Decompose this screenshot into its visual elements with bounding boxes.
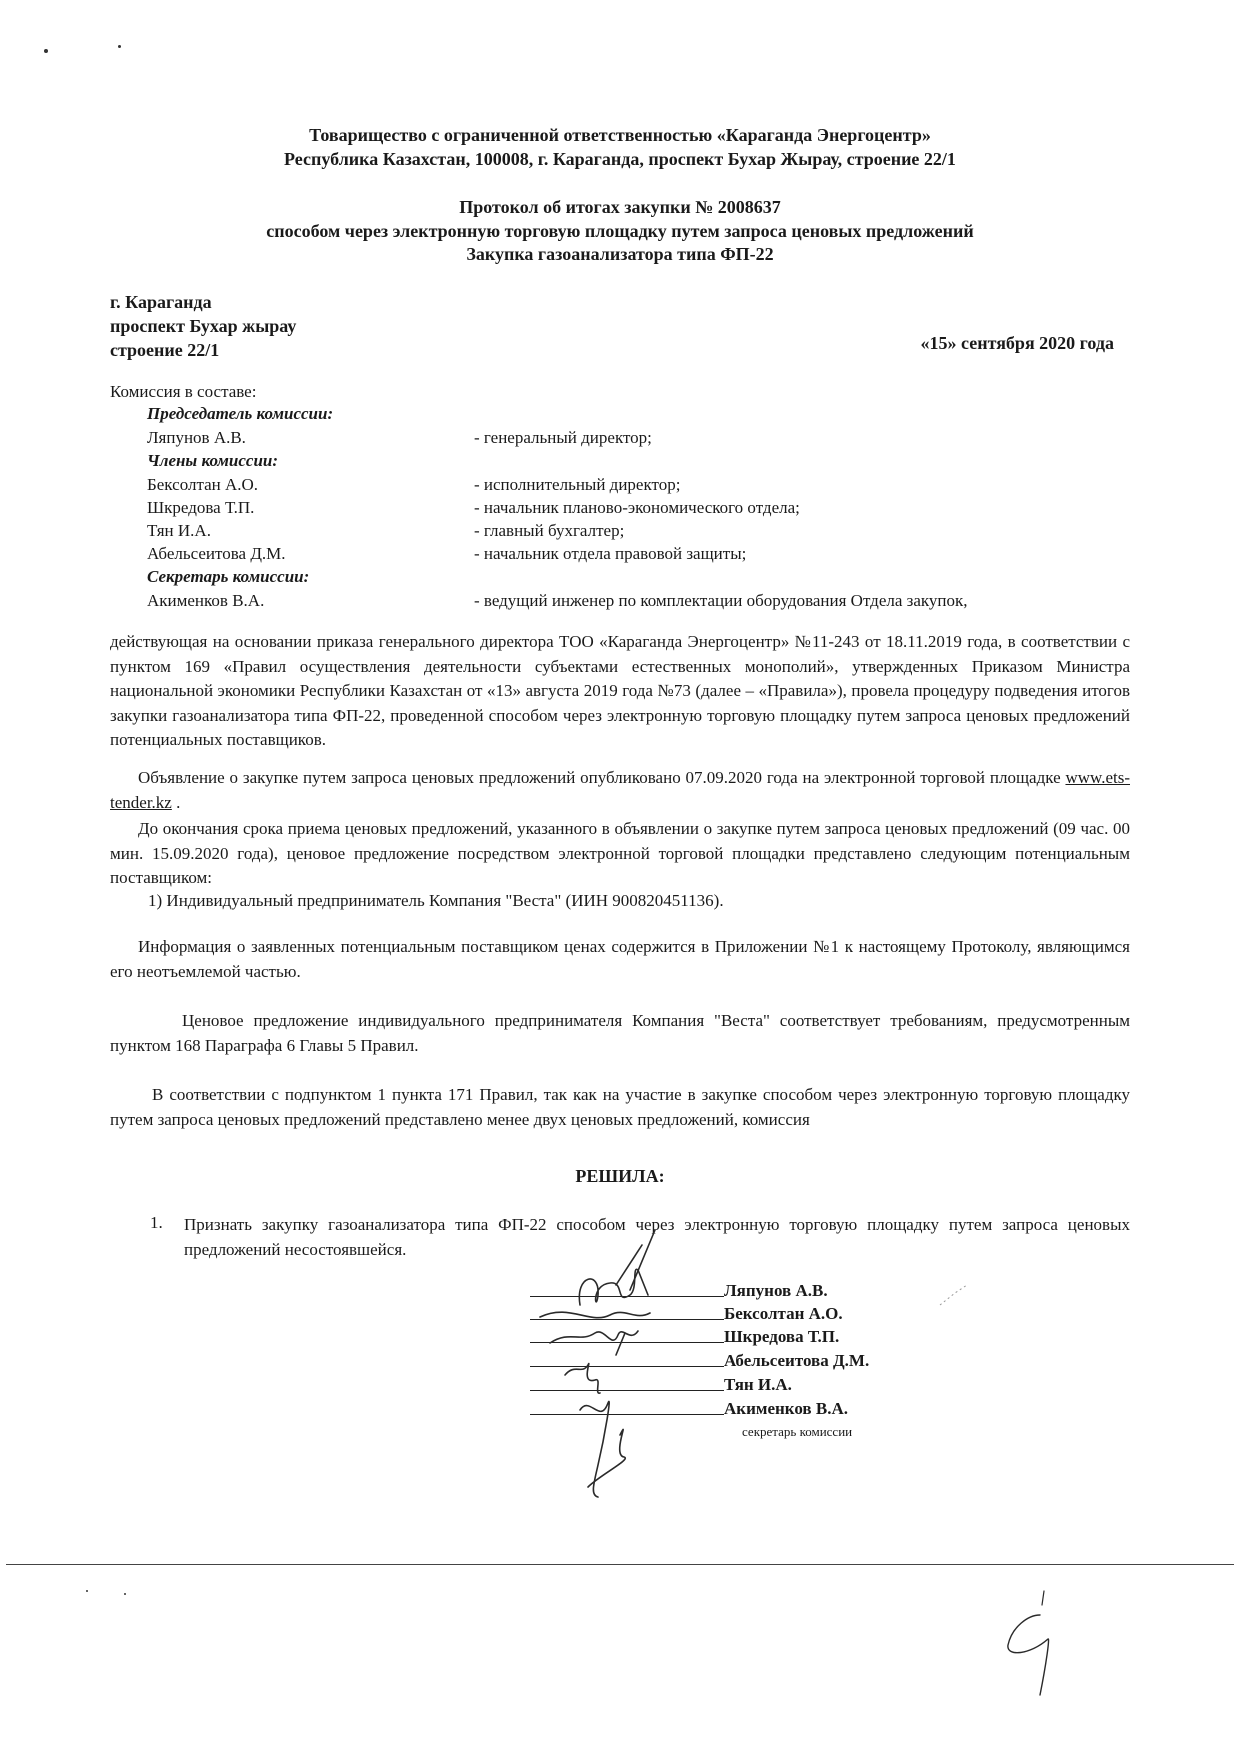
paragraph-basis: действующая на основании приказа генерального директора ТОО «Караганда Энергоцентр» №11-243 от 18.11.2019 года, в соответствии с пунктом 169 «Правил осуществления деятельности субъектами естественных монополий», утвержденных Приказом Министра национальной экономики Республики Казахстан от «13» августа 2019 года №73 (далее – «Правила»), провела процедуру подведения итогов закупки газоанализатора типа ФП-22, проведенной способом через электронную торговую площадку путем запроса ценовых предложений потенциальных поставщиков. [110, 632, 1130, 749]
signatory-name: Акименков В.А. [724, 1399, 848, 1418]
signatory-name: Бексолтан А.О. [724, 1304, 843, 1323]
place-city: г. Караганда [110, 292, 212, 312]
member-name: Тян И.А. [147, 521, 211, 540]
handwritten-signatures [520, 1225, 750, 1505]
place-building: строение 22/1 [110, 340, 220, 360]
member-name: Шкредова Т.П. [147, 498, 255, 517]
signatory-name: Тян И.А. [724, 1375, 792, 1394]
signatory-name: Шкредова Т.П. [724, 1327, 840, 1346]
chair-name: Ляпунов А.В. [147, 428, 246, 447]
signatory-name: Ляпунов А.В. [724, 1281, 828, 1300]
paragraph-compliance: Ценовое предложение индивидуального предпринимателя Компания "Веста" соответствует требованиям, предусмотренным пунктом 168 Параграфа 6 Главы 5 Правил. [110, 1011, 1130, 1055]
decision-text: Признать закупку газоанализатора типа ФП-22 способом через электронную торговую площадку путем запроса ценовых предложений несостоявшейся. [184, 1215, 1130, 1259]
supplier-list-item: 1) Индивидуальный предприниматель Компания "Веста" (ИИН 900820451136). [148, 891, 724, 910]
paragraph-deadline: До окончания срока приема ценовых предложений, указанного в объявлении о закупке путем запроса ценовых предложений (09 час. 00 мин. 15.09.2020 года), ценовое предложение посредством электронной торговой площадки представлено следующим потенциальным поставщиком: [110, 819, 1130, 887]
secretary-role: - ведущий инженер по комплектации оборудования Отдела закупок, [474, 591, 968, 610]
announcement-text: Объявление о закупке путем запроса ценовых предложений опубликовано 07.09.2020 года на электронной торговой площадке [138, 768, 1066, 787]
member-role: - исполнительный директор; [474, 475, 681, 494]
scan-speck [44, 49, 48, 53]
scan-speck [118, 45, 121, 48]
decision-number: 1. [150, 1213, 163, 1232]
chair-role: - генеральный директор; [474, 428, 652, 447]
protocol-date: «15» сентября 2020 года [920, 333, 1114, 353]
protocol-title: Протокол об итогах закупки № 2008637 [459, 197, 781, 217]
announcement-end: . [171, 792, 181, 812]
page-bottom-rule [6, 1564, 1234, 1565]
organization-address: Республика Казахстан, 100008, г. Караганда, проспект Бухар Жырау, строение 22/1 [284, 149, 956, 169]
secretary-name: Акименков В.А. [147, 591, 265, 610]
member-role: - главный бухгалтер; [474, 521, 625, 540]
commission-intro: Комиссия в составе: [110, 382, 257, 401]
scan-speck [124, 1593, 126, 1595]
paragraph-announcement [110, 766, 1130, 815]
procurement-method: способом через электронную торговую площадку путем запроса ценовых предложений [266, 221, 974, 241]
secretary-caption: секретарь комиссии [742, 1424, 853, 1439]
decision-heading: РЕШИЛА: [575, 1166, 665, 1186]
faint-mark [935, 1275, 975, 1315]
organization-name: Товарищество с ограниченной ответственностью «Караганда Энергоцентр» [309, 125, 931, 145]
place-street: проспект Бухар жырау [110, 316, 297, 336]
handwritten-page-mark [1000, 1585, 1070, 1705]
paragraph-price-info: Информация о заявленных потенциальным поставщиком ценах содержится в Приложении №1 к настоящему Протоколу, являющимся его неотъемлемой частью. [110, 937, 1130, 981]
scan-speck [86, 1590, 88, 1592]
ets-tender-link[interactable]: www.ets-tender.kz [110, 768, 1130, 812]
chair-heading: Председатель комиссии: [147, 404, 334, 423]
signatory-name: Абельсеитова Д.М. [724, 1351, 870, 1370]
member-name: Бексолтан А.О. [147, 475, 259, 494]
secretary-heading: Секретарь комиссии: [147, 567, 310, 586]
member-name: Абельсеитова Д.М. [147, 544, 286, 563]
members-heading: Члены комиссии: [147, 451, 279, 470]
procurement-subject: Закупка газоанализатора типа ФП-22 [466, 244, 774, 264]
paragraph-grounds: В соответствии с подпунктом 1 пункта 171 Правил, так как на участие в закупке способом через электронную торговую площадку путем запроса ценовых предложений представлено менее двух ценовых предложений, комиссия [110, 1085, 1130, 1129]
member-role: - начальник планово-экономического отдела; [474, 498, 800, 517]
member-role: - начальник отдела правовой защиты; [474, 544, 747, 563]
